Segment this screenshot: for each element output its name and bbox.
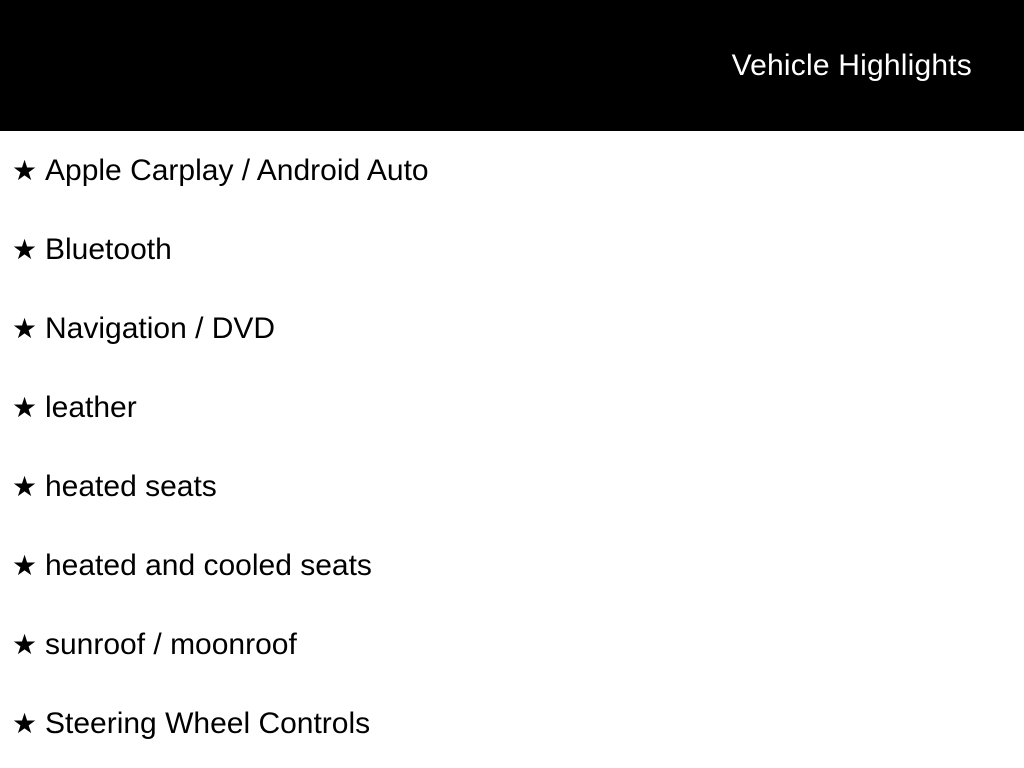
list-item: [0, 684, 1024, 763]
star-icon: ★: [12, 707, 38, 739]
header-bar: [0, 0, 1024, 131]
list-item: [0, 210, 1024, 289]
star-icon: ★: [12, 391, 38, 423]
page-title: Vehicle Highlights: [731, 48, 972, 82]
list-item-label: Apple Carplay / Android Auto: [45, 153, 429, 187]
star-icon: ★: [12, 233, 38, 265]
list-item-label: Bluetooth: [45, 232, 172, 266]
list-item-label: Navigation / DVD: [45, 311, 276, 345]
star-icon: ★: [12, 154, 38, 186]
highlights-list: [0, 131, 1024, 763]
list-item-label: sunroof / moonroof: [45, 627, 297, 661]
list-item: [0, 368, 1024, 447]
list-item: [0, 289, 1024, 368]
list-item: [0, 447, 1024, 526]
list-item-label: heated and cooled seats: [45, 548, 372, 582]
star-icon: ★: [12, 312, 38, 344]
list-item: [0, 526, 1024, 605]
list-item: [0, 605, 1024, 684]
list-item-label: leather: [45, 390, 137, 424]
list-item: [0, 131, 1024, 210]
star-icon: ★: [12, 549, 38, 581]
list-item-label: Steering Wheel Controls: [45, 706, 371, 740]
list-item-label: heated seats: [45, 469, 217, 503]
star-icon: ★: [12, 470, 38, 502]
star-icon: ★: [12, 628, 38, 660]
